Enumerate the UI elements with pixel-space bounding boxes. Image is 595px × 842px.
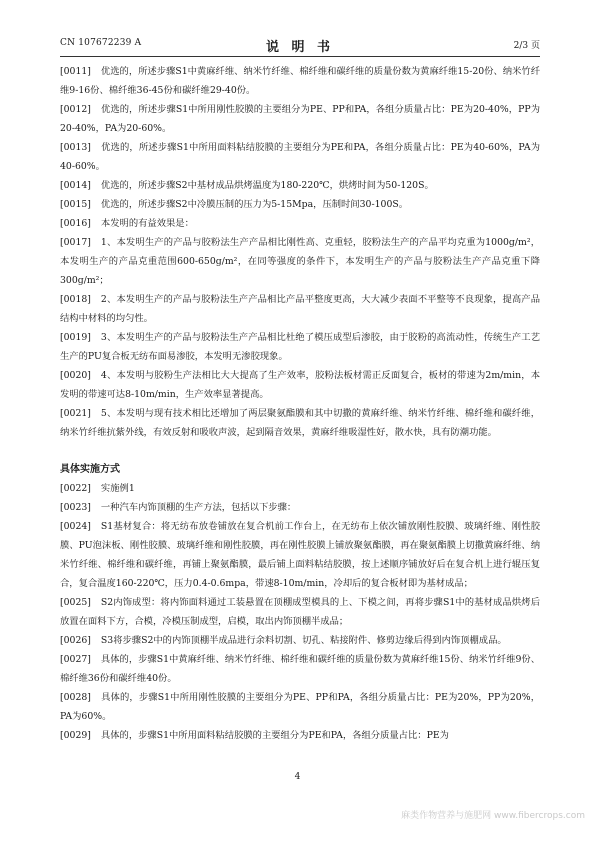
paragraph-number: [0015] bbox=[60, 199, 91, 210]
paragraph-number: [0023] bbox=[60, 502, 91, 513]
paragraph bbox=[60, 366, 540, 404]
paragraph bbox=[60, 290, 540, 328]
page-header bbox=[60, 36, 540, 54]
paragraph bbox=[60, 517, 540, 593]
paragraph bbox=[60, 62, 540, 100]
paragraph bbox=[60, 726, 540, 745]
paragraph-text: 具体的，步骤S1中黄麻纤维、纳米竹纤维、棉纤维和碳纤维的质量份数为黄麻纤维15份、纳米竹纤维9份、棉纤维36份和碳纤维40份。 bbox=[60, 654, 541, 684]
paragraph-text: 2、本发明生产的产品与胶粉法生产产品相比产品平整度更高，大大减少表面不平整等不良现象，提高产品结构中材料的均匀性。 bbox=[60, 294, 540, 324]
paragraph-number: [0029] bbox=[60, 730, 91, 741]
paragraph-text: S1基材复合：将无纺布放卷铺放在复合机前工作台上，在无纺布上依次铺放刚性胶膜、玻璃纤维、刚性胶膜、PU泡沫板、刚性胶膜、玻璃纤维和刚性胶膜，再在刚性胶膜上铺放聚氨酯膜，再在聚氨酯膜上切撒黄麻纤维、纳米竹纤维、棉纤维和碳纤维，再铺上聚氨酯膜，最后铺上面料粘结胶膜，按上述顺序铺放好后在复合机上进行辊压复合，复合温度160-220℃，压力0.4-0.6mpa，带速8-10m/min，冷却后的复合板材即为基材成品； bbox=[60, 521, 540, 589]
paragraph-list-top bbox=[60, 62, 540, 442]
paragraph-number: [0012] bbox=[60, 104, 91, 115]
paragraph-text: 优选的，所述步骤S1中所用面料粘结胶膜的主要组分为PE和PA，各组分质量占比：PE为40-60%，PA为40-60%。 bbox=[60, 142, 540, 172]
header-rule bbox=[60, 56, 540, 57]
paragraph bbox=[60, 650, 540, 688]
paragraph-number: [0020] bbox=[60, 370, 91, 381]
paragraph-text: 3、本发明生产的产品与胶粉法生产产品相比杜绝了模压成型后渗胶，由于胶粉的高流动性，传统生产工艺生产的PU复合板无纺布面易渗胶，本发明无渗胶现象。 bbox=[60, 332, 540, 362]
paragraph-number: [0018] bbox=[60, 294, 91, 305]
paragraph-number: [0014] bbox=[60, 180, 91, 191]
paragraph-text: 具体的，步骤S1中所用刚性胶膜的主要组分为PE、PP和PA，各组分质量占比：PE为20%，PP为20%，PA为60%。 bbox=[60, 692, 540, 722]
paragraph bbox=[60, 688, 540, 726]
paragraph-list-bottom bbox=[60, 479, 540, 745]
page-number: 4 bbox=[294, 772, 301, 782]
paragraph-number: [0025] bbox=[60, 597, 91, 608]
paragraph-text: 优选的，所述步骤S1中所用刚性胶膜的主要组分为PE、PP和PA，各组分质量占比：PE为20-40%，PP为20-40%，PA为20-60%。 bbox=[60, 104, 540, 134]
paragraph bbox=[60, 100, 540, 138]
paragraph-number: [0013] bbox=[60, 142, 91, 153]
paragraph-text: 优选的，所述步骤S2中冷膜压制的压力为5-15Mpa，压制时间30-100S。 bbox=[100, 199, 409, 210]
paragraph bbox=[60, 214, 540, 233]
page-indicator: 2/3 页 bbox=[513, 41, 540, 51]
paragraph-number: [0028] bbox=[60, 692, 91, 703]
paragraph-number: [0024] bbox=[60, 521, 91, 532]
paragraph-number: [0021] bbox=[60, 408, 91, 419]
paragraph-text: 实施例1 bbox=[100, 483, 135, 494]
paragraph-text: 具体的，步骤S1中所用面料粘结胶膜的主要组分为PE和PA，各组分质量占比：PE为 bbox=[100, 730, 449, 741]
paragraph-number: [0017] bbox=[60, 237, 91, 248]
paragraph bbox=[60, 498, 540, 517]
paragraph-text: 5、本发明与现有技术相比还增加了两层聚氨酯膜和其中切撒的黄麻纤维、纳米竹纤维、棉纤维和碳纤维，纳米竹纤维抗紫外线，有效反射和吸收声波，起到隔音效果，黄麻纤维吸湿性好，散水快，具有防潮功能。 bbox=[60, 408, 540, 438]
paragraph-number: [0027] bbox=[60, 654, 91, 665]
patent-number: CN 107672239 A bbox=[60, 38, 142, 48]
paragraph-text: S3将步骤S2中的内饰顶棚半成品进行余料切割、切孔、粘接附件、修剪边缘后得到内饰顶棚成品。 bbox=[100, 635, 507, 646]
paragraph bbox=[60, 404, 540, 442]
paragraph bbox=[60, 479, 540, 498]
paragraph-number: [0019] bbox=[60, 332, 91, 343]
paragraph-text: 1、本发明生产的产品与胶粉法生产产品相比刚性高、克重轻，胶粉法生产的产品平均克重为1000g/m²，本发明生产的产品克重范围600-650g/m²，在同等强度的条件下，本发明生产的产品与胶粉法生产产品克重下降300g/m²； bbox=[60, 237, 540, 286]
paragraph-text: S2内饰成型：将内饰面料通过工装悬置在顶棚成型模具的上、下模之间，再将步骤S1中的基材成品烘烤后放置在面料下方，合模，冷模压制成型，启模，取出内饰顶棚半成品； bbox=[60, 597, 540, 627]
paragraph bbox=[60, 593, 540, 631]
paragraph-text: 4、本发明与胶粉生产法相比大大提高了生产效率，胶粉法板材需正反面复合，板材的带速为2m/min，本发明的带速可达8-10m/min，生产效率显著提高。 bbox=[60, 370, 540, 400]
paragraph-text: 优选的，所述步骤S2中基材成品烘烤温度为180-220℃，烘烤时间为50-120S。 bbox=[100, 180, 434, 191]
watermark: 麻类作物营养与施肥网 www.fibercrops.com bbox=[401, 811, 585, 821]
paragraph bbox=[60, 176, 540, 195]
document-body bbox=[60, 62, 540, 745]
paragraph bbox=[60, 195, 540, 214]
paragraph-number: [0026] bbox=[60, 635, 91, 646]
document-title: 说 明 书 bbox=[265, 40, 335, 55]
section-heading: 具体实施方式 bbox=[60, 464, 120, 475]
paragraph-number: [0016] bbox=[60, 218, 91, 229]
paragraph bbox=[60, 233, 540, 290]
paragraph-number: [0011] bbox=[60, 66, 91, 77]
paragraph bbox=[60, 631, 540, 650]
paragraph-text: 优选的，所述步骤S1中黄麻纤维、纳米竹纤维、棉纤维和碳纤维的质量份数为黄麻纤维15-20份、纳米竹纤维9-16份、棉纤维36-45份和碳纤维29-40份。 bbox=[60, 66, 540, 96]
paragraph bbox=[60, 328, 540, 366]
paragraph-text: 本发明的有益效果是： bbox=[100, 218, 194, 229]
paragraph-text: 一种汽车内饰顶棚的生产方法，包括以下步骤： bbox=[100, 502, 297, 513]
paragraph-number: [0022] bbox=[60, 483, 91, 494]
paragraph bbox=[60, 138, 540, 176]
